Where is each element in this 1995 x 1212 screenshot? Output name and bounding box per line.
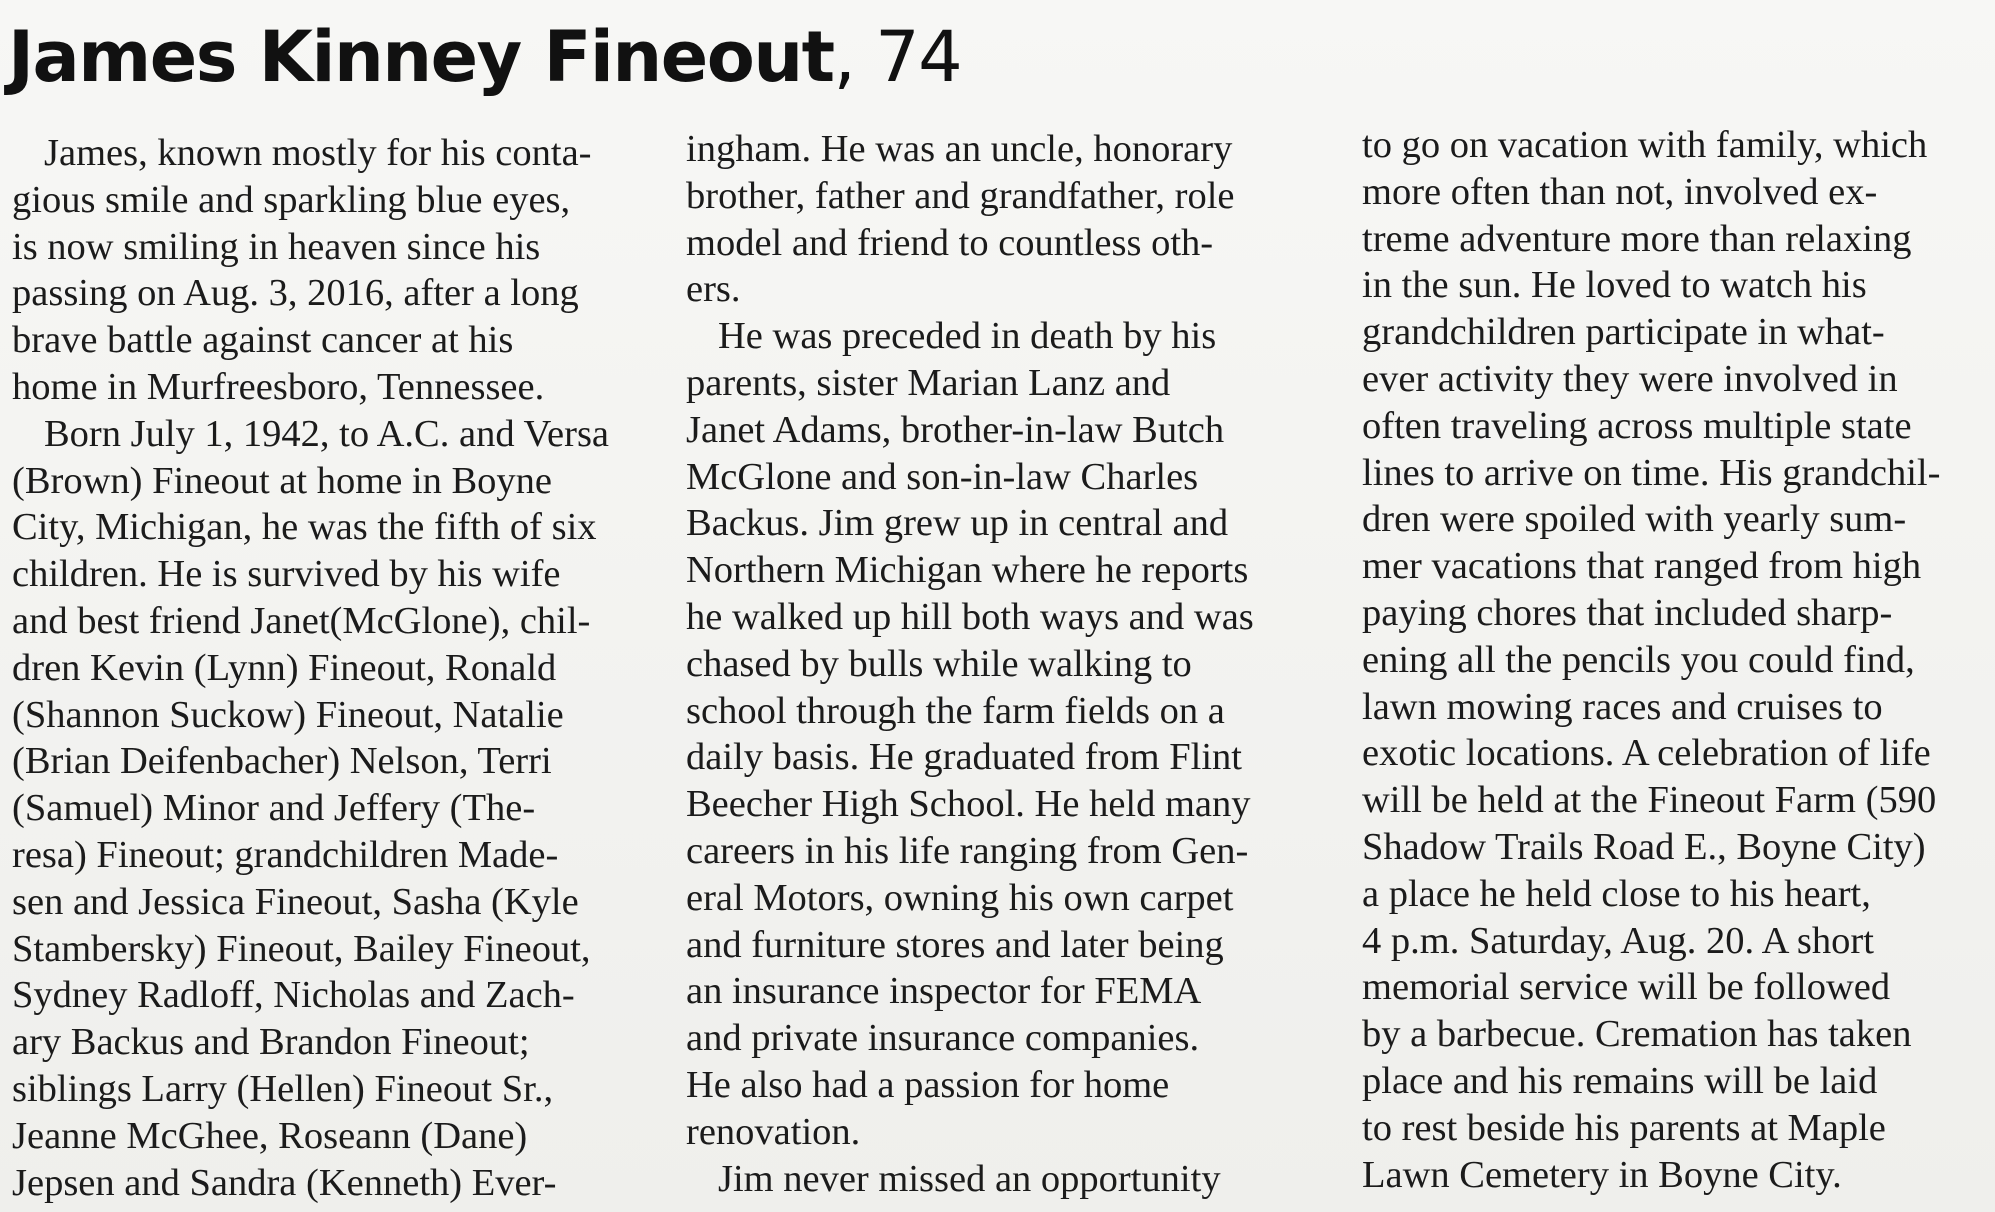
text-column-2: [686, 126, 1326, 1202]
text-line: siblings Larry (Hellen) Fineout Sr.,: [12, 1067, 554, 1110]
text-line: McGlone and son-in-law Charles: [686, 455, 1199, 498]
text-line: will be held at the Fineout Farm (590: [1362, 779, 1937, 822]
text-line: 4 p.m. Saturday, Aug. 20. A short: [1362, 919, 1874, 962]
text-line: he walked up hill both ways and was: [686, 595, 1254, 638]
text-line: home in Murfreesboro, Tennessee.: [12, 365, 545, 408]
text-line: paying chores that included sharp-: [1362, 591, 1893, 634]
text-line: renovation.: [686, 1110, 861, 1153]
text-line: often traveling across multiple state: [1362, 404, 1912, 447]
text-line: dren Kevin (Lynn) Fineout, Ronald: [12, 646, 557, 689]
text-line: eral Motors, owning his own carpet: [686, 876, 1234, 919]
text-line: (Brown) Fineout at home in Boyne: [12, 459, 552, 502]
text-line: more often than not, involved ex-: [1362, 170, 1878, 213]
obituary-headline: [8, 14, 961, 100]
text-line: City, Michigan, he was the fifth of six: [12, 506, 597, 549]
text-line: by a barbecue. Cremation has taken: [1362, 1013, 1912, 1056]
text-line: (Samuel) Minor and Jeffery (The-: [12, 787, 536, 830]
text-line: and furniture stores and later being: [686, 923, 1224, 966]
text-line: dren were spoiled with yearly sum-: [1362, 498, 1907, 541]
text-line: and best friend Janet(McGlone), chil-: [12, 599, 591, 642]
text-line: exotic locations. A celebration of life: [1362, 732, 1931, 775]
text-line: sen and Jessica Fineout, Sasha (Kyle: [12, 880, 579, 923]
text-line: Born July 1, 1942, to A.C. and Versa: [44, 412, 610, 455]
text-line: Jeanne McGhee, Roseann (Dane): [12, 1114, 528, 1157]
text-line: lines to arrive on time. His grandchil-: [1362, 451, 1941, 494]
text-line: Beecher High School. He held many: [686, 783, 1251, 826]
text-line: model and friend to countless oth-: [686, 221, 1214, 264]
text-line: parents, sister Marian Lanz and: [686, 361, 1171, 404]
text-line: treme adventure more than relaxing: [1362, 217, 1912, 260]
text-line: James, known mostly for his conta-: [44, 132, 592, 174]
text-line: Sydney Radloff, Nicholas and Zach-: [12, 974, 575, 1017]
text-line: Lawn Cemetery in Boyne City.: [1362, 1153, 1842, 1196]
text-line: children. He is survived by his wife: [12, 553, 561, 596]
text-line: ingham. He was an uncle, honorary: [686, 128, 1233, 170]
text-line: an insurance inspector for FEMA: [686, 970, 1202, 1013]
text-line: passing on Aug. 3, 2016, after a long: [12, 272, 579, 315]
text-line: He also had a passion for home: [686, 1063, 1170, 1106]
text-line: Janet Adams, brother-in-law Butch: [686, 408, 1225, 451]
text-line: is now smiling in heaven since his: [12, 225, 541, 268]
text-line: Jepsen and Sandra (Kenneth) Ever-: [12, 1161, 557, 1204]
text-line: school through the farm fields on a: [686, 689, 1225, 732]
text-line: ary Backus and Brandon Fineout;: [12, 1021, 530, 1064]
text-line: careers in his life ranging from Gen-: [686, 829, 1249, 872]
text-line: grandchildren participate in what-: [1362, 311, 1885, 354]
text-line: brother, father and grandfather, role: [686, 174, 1235, 217]
text-line: Northern Michigan where he reports: [686, 549, 1249, 592]
text-line: ening all the pencils you could find,: [1362, 638, 1915, 681]
text-line: resa) Fineout; grandchildren Made-: [12, 833, 559, 876]
text-line: Jim never missed an opportunity: [718, 1157, 1221, 1200]
text-line: ers.: [686, 268, 741, 311]
text-column-3: [1362, 122, 1982, 1198]
text-line: lawn mowing races and cruises to: [1362, 685, 1883, 728]
text-line: a place he held close to his heart,: [1362, 872, 1871, 915]
text-line: memorial service will be followed: [1362, 966, 1891, 1009]
text-line: and private insurance companies.: [686, 1017, 1200, 1060]
text-line: in the sun. He loved to watch his: [1362, 264, 1867, 307]
headline-age: , 74: [833, 16, 962, 98]
text-line: (Shannon Suckow) Fineout, Natalie: [12, 693, 564, 736]
text-line: ever activity they were involved in: [1362, 357, 1898, 400]
text-line: Stambersky) Fineout, Bailey Fineout,: [12, 927, 591, 970]
text-line: Backus. Jim grew up in central and: [686, 502, 1229, 545]
text-line: (Brian Deifenbacher) Nelson, Terri: [12, 740, 552, 783]
text-column-1: [12, 130, 652, 1206]
text-line: mer vacations that ranged from high: [1362, 545, 1922, 588]
text-line: to go on vacation with family, which: [1362, 124, 1928, 166]
headline-name: James Kinney Fineout: [8, 16, 834, 98]
text-line: gious smile and sparkling blue eyes,: [12, 178, 571, 221]
text-line: chased by bulls while walking to: [686, 642, 1192, 685]
text-line: daily basis. He graduated from Flint: [686, 736, 1242, 779]
text-line: brave battle against cancer at his: [12, 319, 514, 362]
text-line: He was preceded in death by his: [718, 315, 1217, 358]
text-line: Shadow Trails Road E., Boyne City): [1362, 825, 1926, 868]
text-line: place and his remains will be laid: [1362, 1059, 1878, 1102]
text-line: to rest beside his parents at Maple: [1362, 1106, 1886, 1149]
